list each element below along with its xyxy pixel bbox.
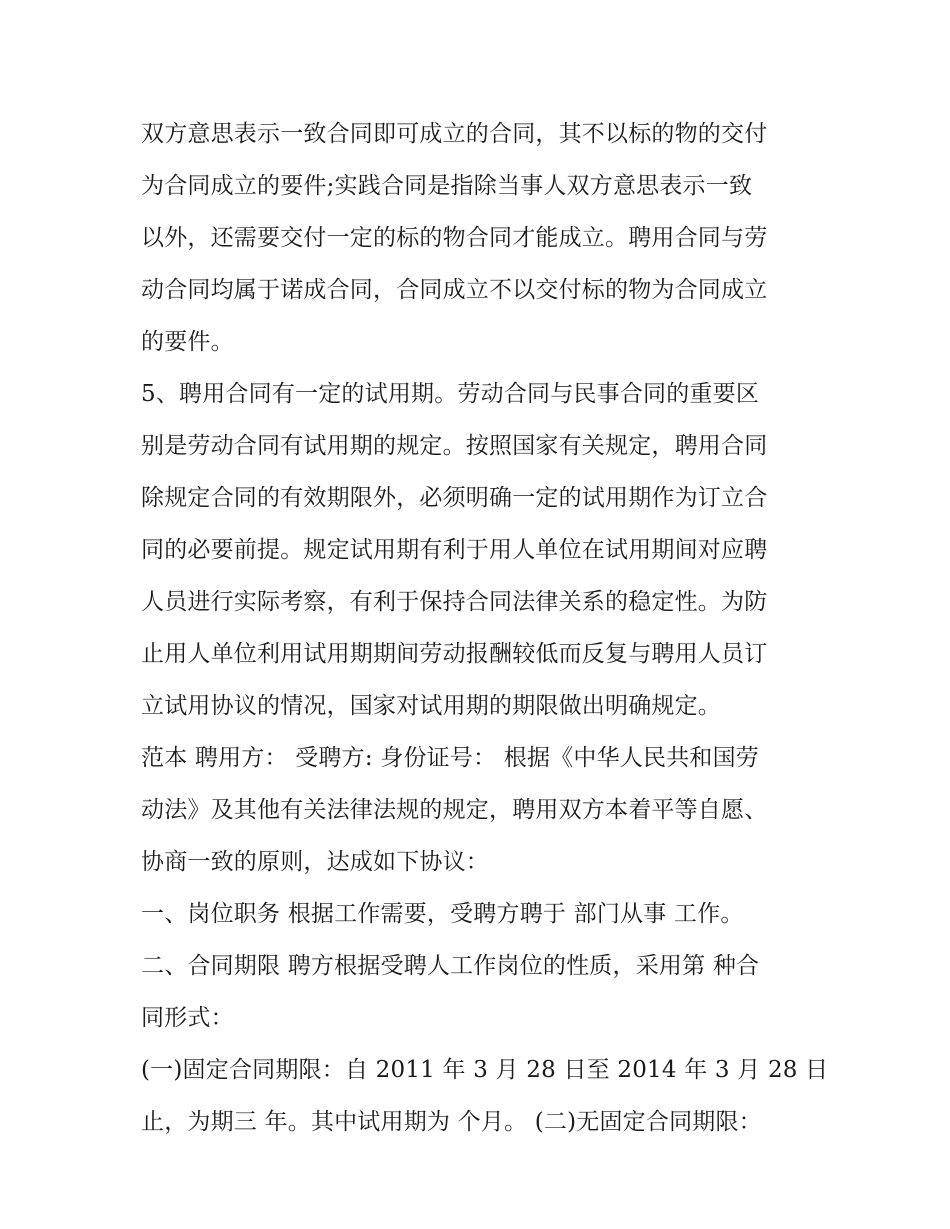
text-line: 人员进行实际考察，有利于保持合同法律关系的稳定性。为防 [141, 589, 768, 615]
document-body [141, 108, 829, 1148]
text-line: 范本 聘用方： 受聘方: 身份证号： 根据《中华人民共和国劳 [141, 745, 759, 771]
text-line: 同的必要前提。规定试用期有利于用人单位在试用期间对应聘 [141, 537, 768, 563]
text-line: (一)固定合同期限：自 2011 年 3 月 28 日至 2014 年 3 月 28 日 [141, 1057, 829, 1083]
text-line: 动合同均属于诺成合同，合同成立不以交付标的物为合同成立 [141, 277, 768, 303]
text-line: 的要件。 [141, 329, 234, 355]
text-line: 同形式： [141, 1005, 234, 1031]
text-line: 止，为期三 年。其中试用期为 个月。 (二)无固定合同期限： [141, 1109, 762, 1135]
text-line: 协商一致的原则，达成如下协议： [141, 849, 489, 875]
text-line: 一、岗位职务 根据工作需要，受聘方聘于 部门从事 工作。 [141, 901, 744, 927]
text-line: 除规定合同的有效期限外，必须明确一定的试用期作为订立合 [141, 485, 768, 511]
text-line: 动法》及其他有关法律法规的规定，聘用双方本着平等自愿、 [141, 797, 768, 823]
text-line: 别是劳动合同有试用期的规定。按照国家有关规定，聘用合同 [141, 433, 768, 459]
text-line: 立试用协议的情况，国家对试用期的期限做出明确规定。 [141, 693, 721, 719]
text-line: 双方意思表示一致合同即可成立的合同，其不以标的物的交付 [141, 121, 768, 147]
text-line: 二、合同期限 聘方根据受聘人工作岗位的性质，采用第 种合 [141, 953, 760, 979]
text-line: 为合同成立的要件;实践合同是指除当事人双方意思表示一致 [141, 173, 753, 199]
text-line: 5、聘用合同有一定的试用期。劳动合同与民事合同的重要区 [141, 381, 760, 407]
text-line: 止用人单位利用试用期期间劳动报酬较低而反复与聘用人员订 [141, 641, 768, 667]
text-line: 以外，还需要交付一定的标的物合同才能成立。聘用合同与劳 [141, 225, 768, 251]
